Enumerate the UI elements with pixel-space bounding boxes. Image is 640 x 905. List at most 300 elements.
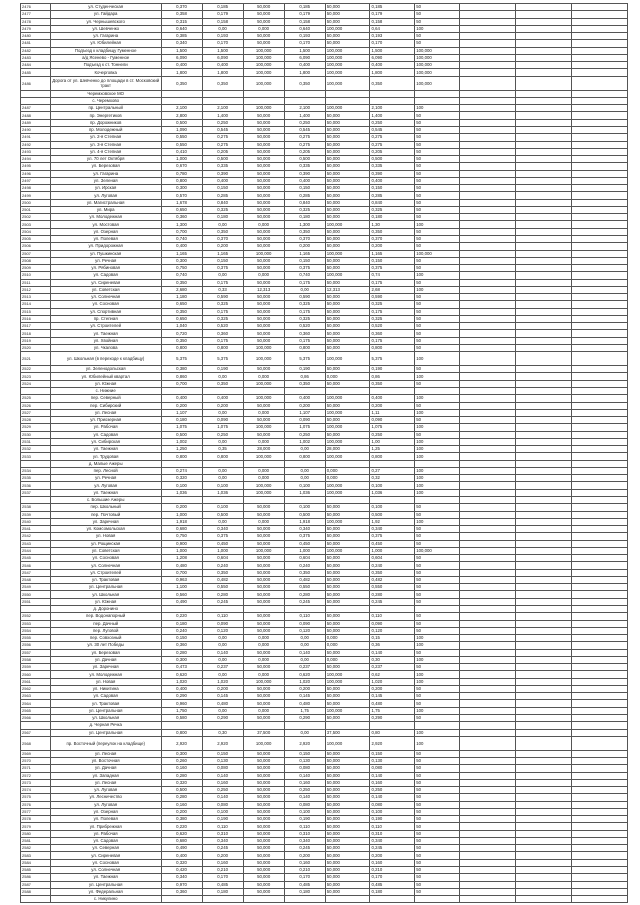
table-cell: 1,800 bbox=[370, 69, 415, 76]
table-cell: 50,000 bbox=[243, 141, 284, 148]
table-row bbox=[21, 366, 628, 373]
empty-cell bbox=[515, 504, 571, 511]
table-cell: пр. Дорожников bbox=[50, 119, 161, 126]
table-cell: ул. Сосновая bbox=[50, 301, 161, 308]
table-row bbox=[21, 352, 628, 366]
table-cell: 50 bbox=[415, 750, 460, 757]
empty-cell bbox=[515, 446, 571, 453]
table-cell: 0,200 bbox=[284, 685, 325, 692]
table-cell: а/д Ясенево - Гуменное bbox=[50, 54, 161, 61]
table-cell: 50,000 bbox=[243, 366, 284, 373]
empty-cell bbox=[515, 380, 571, 387]
table-cell: 50 bbox=[415, 185, 460, 192]
empty-cell bbox=[460, 605, 516, 612]
table-row bbox=[21, 482, 628, 489]
empty-cell bbox=[571, 642, 627, 649]
table-row bbox=[21, 170, 628, 177]
table-cell: 0,390 bbox=[202, 170, 243, 177]
table-cell bbox=[202, 497, 243, 504]
table-cell: 0,000 bbox=[325, 656, 370, 663]
table-cell: 100,000 bbox=[243, 54, 284, 61]
empty-cell bbox=[460, 859, 516, 866]
table-cell: ул. Полевая bbox=[50, 816, 161, 823]
empty-cell bbox=[460, 562, 516, 569]
table-cell: 2559 bbox=[21, 664, 51, 671]
table-cell: 0,158 bbox=[370, 18, 415, 25]
table-cell: 0,300 bbox=[161, 656, 202, 663]
table-cell: 0,000 bbox=[243, 467, 284, 474]
table-cell: 0,35 bbox=[202, 446, 243, 453]
table-cell: 2497 bbox=[21, 177, 51, 184]
table-cell: 100,000 bbox=[325, 438, 370, 445]
table-cell: 0,840 bbox=[370, 199, 415, 206]
table-cell: 50,000 bbox=[243, 177, 284, 184]
empty-cell bbox=[460, 489, 516, 496]
table-cell: пр. Степная bbox=[50, 315, 161, 322]
empty-cell bbox=[460, 105, 516, 112]
table-cell bbox=[243, 388, 284, 395]
table-cell: ул. Гайдара bbox=[50, 11, 161, 18]
empty-cell bbox=[515, 177, 571, 184]
table-cell: ул. Прибрежная bbox=[50, 823, 161, 830]
empty-cell bbox=[460, 170, 516, 177]
table-cell: 50,000 bbox=[325, 801, 370, 808]
table-cell: 100 bbox=[415, 671, 460, 678]
table-row bbox=[21, 620, 628, 627]
table-cell: 50,000 bbox=[243, 279, 284, 286]
table-cell: 0,100 bbox=[284, 808, 325, 815]
table-cell: 2494 bbox=[21, 156, 51, 163]
empty-cell bbox=[571, 366, 627, 373]
empty-cell bbox=[460, 388, 516, 395]
empty-cell bbox=[571, 685, 627, 692]
table-row bbox=[21, 199, 628, 206]
empty-cell bbox=[515, 750, 571, 757]
empty-cell bbox=[571, 460, 627, 467]
table-cell: 100,000 bbox=[415, 47, 460, 54]
empty-cell bbox=[460, 112, 516, 119]
table-cell: 0,110 bbox=[202, 613, 243, 620]
table-cell: 50,000 bbox=[325, 664, 370, 671]
table-cell: 50,000 bbox=[243, 119, 284, 126]
table-cell: пр. Центральный bbox=[50, 105, 161, 112]
table-cell: 2531 bbox=[21, 438, 51, 445]
empty-cell bbox=[460, 693, 516, 700]
table-cell: 0,00 bbox=[202, 475, 243, 482]
table-row bbox=[21, 18, 628, 25]
table-cell: 100 bbox=[415, 489, 460, 496]
table-cell: 0,520 bbox=[284, 323, 325, 330]
table-cell: 2485 bbox=[21, 69, 51, 76]
empty-cell bbox=[460, 547, 516, 554]
empty-cell bbox=[460, 344, 516, 351]
table-row bbox=[21, 685, 628, 692]
table-cell: 0,237 bbox=[370, 664, 415, 671]
table-cell: 0,800 bbox=[161, 177, 202, 184]
empty-cell bbox=[460, 47, 516, 54]
table-cell: 0,380 bbox=[161, 816, 202, 823]
table-cell: 2535 bbox=[21, 475, 51, 482]
table-row bbox=[21, 823, 628, 830]
table-cell: 37,500 bbox=[325, 729, 370, 736]
table-row bbox=[21, 279, 628, 286]
table-cell: 0,150 bbox=[202, 185, 243, 192]
table-cell: 50 bbox=[415, 126, 460, 133]
table-cell: 0,275 bbox=[370, 141, 415, 148]
table-cell: 0,325 bbox=[284, 206, 325, 213]
table-cell: 2527 bbox=[21, 409, 51, 416]
table-cell: 100 bbox=[415, 25, 460, 32]
table-cell: 0,250 bbox=[284, 431, 325, 438]
table-cell: 100,000 bbox=[243, 47, 284, 54]
table-cell: 2563 bbox=[21, 693, 51, 700]
table-cell: 1,165 bbox=[161, 250, 202, 257]
table-cell: 0,800 bbox=[161, 344, 202, 351]
empty-cell bbox=[571, 156, 627, 163]
table-cell: 0,520 bbox=[202, 323, 243, 330]
table-cell: 50,000 bbox=[243, 576, 284, 583]
table-cell: ул. Заречная bbox=[50, 518, 161, 525]
table-cell: 6,090 bbox=[370, 54, 415, 61]
empty-cell bbox=[571, 758, 627, 765]
table-cell: 2548 bbox=[21, 576, 51, 583]
table-cell: 0,150 bbox=[202, 257, 243, 264]
empty-cell bbox=[515, 97, 571, 104]
table-row bbox=[21, 874, 628, 881]
empty-cell bbox=[515, 308, 571, 315]
empty-cell bbox=[515, 736, 571, 750]
table-cell: 2511 bbox=[21, 279, 51, 286]
empty-cell bbox=[571, 859, 627, 866]
table-cell: 50,000 bbox=[243, 206, 284, 213]
empty-cell bbox=[515, 294, 571, 301]
table-cell: 50 bbox=[415, 801, 460, 808]
table-cell: 2,68 bbox=[370, 286, 415, 293]
table-cell: 2571 bbox=[21, 765, 51, 772]
table-row bbox=[21, 47, 628, 54]
table-cell: 0,370 bbox=[161, 4, 202, 11]
empty-cell bbox=[571, 874, 627, 881]
empty-cell bbox=[460, 265, 516, 272]
empty-cell bbox=[515, 569, 571, 576]
table-cell: 0,150 bbox=[370, 185, 415, 192]
table-cell: 0,473 bbox=[161, 664, 202, 671]
table-cell: 50,000 bbox=[243, 830, 284, 837]
table-cell: 0,15 bbox=[370, 635, 415, 642]
table-cell bbox=[21, 388, 51, 395]
table-cell: 0,100 bbox=[202, 504, 243, 511]
table-cell: 0,00 bbox=[284, 729, 325, 736]
table-cell: 0,325 bbox=[284, 301, 325, 308]
table-cell: 50,000 bbox=[325, 685, 370, 692]
table-cell: 50 bbox=[415, 613, 460, 620]
table-row bbox=[21, 221, 628, 228]
empty-cell bbox=[515, 896, 571, 903]
table-cell: 50,000 bbox=[325, 576, 370, 583]
empty-cell bbox=[515, 402, 571, 409]
empty-cell bbox=[571, 344, 627, 351]
table-cell: 100,000 bbox=[325, 518, 370, 525]
table-cell: 0,485 bbox=[284, 881, 325, 888]
table-cell: 0,160 bbox=[161, 801, 202, 808]
empty-cell bbox=[571, 286, 627, 293]
empty-cell bbox=[460, 584, 516, 591]
section-row bbox=[21, 388, 628, 395]
table-row bbox=[21, 649, 628, 656]
empty-cell bbox=[515, 221, 571, 228]
table-cell: 0,400 bbox=[161, 62, 202, 69]
table-row bbox=[21, 380, 628, 387]
table-cell: 0,325 bbox=[284, 315, 325, 322]
table-cell: 50 bbox=[415, 323, 460, 330]
table-row bbox=[21, 547, 628, 554]
table-cell: ул. Южная bbox=[50, 598, 161, 605]
empty-cell bbox=[515, 845, 571, 852]
table-cell: 50 bbox=[415, 344, 460, 351]
table-row bbox=[21, 148, 628, 155]
table-cell: 0,200 bbox=[202, 243, 243, 250]
table-cell: ул. Садовая bbox=[50, 837, 161, 844]
table-cell: 50,000 bbox=[325, 243, 370, 250]
empty-cell bbox=[460, 446, 516, 453]
table-cell: 50 bbox=[415, 163, 460, 170]
empty-cell bbox=[571, 206, 627, 213]
table-cell: 2539 bbox=[21, 511, 51, 518]
empty-cell bbox=[515, 779, 571, 786]
empty-cell bbox=[515, 540, 571, 547]
table-cell: 100 bbox=[415, 482, 460, 489]
empty-cell bbox=[460, 787, 516, 794]
table-row bbox=[21, 424, 628, 431]
empty-cell bbox=[515, 214, 571, 221]
table-cell: 100,000 bbox=[243, 105, 284, 112]
table-cell: 100 bbox=[415, 736, 460, 750]
empty-cell bbox=[571, 185, 627, 192]
empty-cell bbox=[571, 533, 627, 540]
table-cell: 0,800 bbox=[284, 344, 325, 351]
table-cell: 50 bbox=[415, 265, 460, 272]
table-cell: 50,000 bbox=[243, 315, 284, 322]
table-cell: 0,00 bbox=[202, 438, 243, 445]
table-cell: 50,000 bbox=[243, 126, 284, 133]
table-cell: 100,000 bbox=[243, 453, 284, 460]
table-cell: 0,175 bbox=[284, 279, 325, 286]
table-cell: 0,160 bbox=[284, 779, 325, 786]
table-cell: 50,000 bbox=[325, 112, 370, 119]
table-cell: 50,000 bbox=[243, 112, 284, 119]
table-cell: 50,000 bbox=[243, 18, 284, 25]
table-cell: 0,240 bbox=[284, 562, 325, 569]
table-cell: 50 bbox=[415, 235, 460, 242]
table-cell: 2496 bbox=[21, 170, 51, 177]
empty-cell bbox=[460, 40, 516, 47]
table-cell: 50,000 bbox=[243, 431, 284, 438]
table-cell: 50 bbox=[415, 693, 460, 700]
table-cell bbox=[21, 896, 51, 903]
table-cell: 100,000 bbox=[243, 62, 284, 69]
table-cell: 2501 bbox=[21, 206, 51, 213]
table-cell: 0,200 bbox=[284, 243, 325, 250]
empty-cell bbox=[515, 228, 571, 235]
table-cell: 0,080 bbox=[202, 801, 243, 808]
table-cell: 50 bbox=[415, 18, 460, 25]
table-cell: 0,963 bbox=[161, 576, 202, 583]
table-cell: 50 bbox=[415, 148, 460, 155]
table-cell: 2479 bbox=[21, 25, 51, 32]
table-cell: 0,170 bbox=[370, 40, 415, 47]
empty-cell bbox=[571, 779, 627, 786]
table-cell: с. Большие Ажеры bbox=[50, 497, 161, 504]
table-cell: 2487 bbox=[21, 105, 51, 112]
table-cell: ул. Сибирская bbox=[50, 438, 161, 445]
table-cell: 0,390 bbox=[370, 170, 415, 177]
table-cell: 50,000 bbox=[325, 591, 370, 598]
table-cell: 1,036 bbox=[202, 489, 243, 496]
empty-cell bbox=[571, 438, 627, 445]
table-cell: 0,240 bbox=[161, 627, 202, 634]
table-cell: 0,000 bbox=[243, 642, 284, 649]
empty-cell bbox=[460, 141, 516, 148]
empty-cell bbox=[460, 765, 516, 772]
table-cell: 50 bbox=[415, 584, 460, 591]
table-cell: 0,250 bbox=[284, 119, 325, 126]
table-cell: 0,000 bbox=[243, 475, 284, 482]
table-cell: 2476 bbox=[21, 4, 51, 11]
table-cell: 0,250 bbox=[370, 119, 415, 126]
table-cell: 50,000 bbox=[325, 511, 370, 518]
table-cell: 0,140 bbox=[370, 649, 415, 656]
table-cell: 50,000 bbox=[243, 323, 284, 330]
table-cell: 0,500 bbox=[202, 156, 243, 163]
table-cell: 0,500 bbox=[370, 511, 415, 518]
table-cell: 0,650 bbox=[161, 206, 202, 213]
table-cell: пер. Совхозный bbox=[50, 635, 161, 642]
empty-cell bbox=[515, 112, 571, 119]
table-cell: ул. Строителей bbox=[50, 323, 161, 330]
table-cell: 50,000 bbox=[243, 228, 284, 235]
table-row bbox=[21, 729, 628, 736]
table-cell: 2504 bbox=[21, 228, 51, 235]
table-cell: 0,180 bbox=[370, 888, 415, 895]
table-cell: 0,420 bbox=[161, 867, 202, 874]
empty-cell bbox=[460, 852, 516, 859]
table-cell: 5,375 bbox=[284, 352, 325, 366]
empty-cell bbox=[515, 888, 571, 895]
table-cell: 1,036 bbox=[161, 489, 202, 496]
table-cell bbox=[21, 90, 51, 97]
table-cell: 0,485 bbox=[370, 881, 415, 888]
table-cell: 0,740 bbox=[161, 272, 202, 279]
table-row bbox=[21, 69, 628, 76]
empty-cell bbox=[515, 482, 571, 489]
table-cell: 0,205 bbox=[284, 148, 325, 155]
table-cell: 0,590 bbox=[284, 294, 325, 301]
table-row bbox=[21, 642, 628, 649]
table-cell: 0,390 bbox=[284, 170, 325, 177]
empty-cell bbox=[571, 794, 627, 801]
table-cell: 50,000 bbox=[325, 18, 370, 25]
table-cell: 0,350 bbox=[370, 76, 415, 90]
table-cell: 2525 bbox=[21, 395, 51, 402]
table-cell: 1,500 bbox=[370, 47, 415, 54]
table-cell: 50,000 bbox=[325, 170, 370, 177]
table-cell: 0,00 bbox=[202, 467, 243, 474]
empty-cell bbox=[571, 808, 627, 815]
empty-cell bbox=[515, 787, 571, 794]
table-cell: ул. Зеленодольская bbox=[50, 366, 161, 373]
table-cell: 0,320 bbox=[161, 859, 202, 866]
empty-cell bbox=[515, 417, 571, 424]
table-cell: ул. Центральная bbox=[50, 707, 161, 714]
table-cell: 50,000 bbox=[325, 402, 370, 409]
table-cell: 0,145 bbox=[202, 693, 243, 700]
table-cell: 0,560 bbox=[161, 591, 202, 598]
table-cell: 2549 bbox=[21, 584, 51, 591]
empty-cell bbox=[460, 867, 516, 874]
table-cell: 2576 bbox=[21, 801, 51, 808]
table-cell: 50,000 bbox=[243, 235, 284, 242]
empty-cell bbox=[571, 163, 627, 170]
table-cell: 50,000 bbox=[243, 627, 284, 634]
table-cell: 2587 bbox=[21, 881, 51, 888]
table-cell: 50 bbox=[415, 808, 460, 815]
table-cell: 2560 bbox=[21, 671, 51, 678]
empty-cell bbox=[571, 823, 627, 830]
table-cell: 0,360 bbox=[370, 330, 415, 337]
empty-cell bbox=[460, 337, 516, 344]
empty-cell bbox=[571, 409, 627, 416]
table-cell: 2570 bbox=[21, 758, 51, 765]
empty-cell bbox=[515, 460, 571, 467]
table-cell bbox=[325, 97, 370, 104]
table-cell: 0,620 bbox=[161, 671, 202, 678]
table-cell: 0,000 bbox=[243, 518, 284, 525]
empty-cell bbox=[515, 18, 571, 25]
empty-cell bbox=[515, 591, 571, 598]
table-cell: 0,00 bbox=[284, 475, 325, 482]
table-cell: 0,970 bbox=[161, 881, 202, 888]
empty-cell bbox=[571, 119, 627, 126]
table-cell: 0,180 bbox=[161, 620, 202, 627]
table-cell: 0,00 bbox=[284, 286, 325, 293]
empty-cell bbox=[460, 627, 516, 634]
table-cell: 0,545 bbox=[202, 126, 243, 133]
table-cell: 0,620 bbox=[284, 671, 325, 678]
table-cell: 0,130 bbox=[370, 758, 415, 765]
table-cell: 0,170 bbox=[202, 40, 243, 47]
table-cell: 37,500 bbox=[243, 729, 284, 736]
table-cell: 100,000 bbox=[243, 736, 284, 750]
table-row bbox=[21, 467, 628, 474]
table-row bbox=[21, 323, 628, 330]
empty-cell bbox=[515, 562, 571, 569]
table-cell: 2,100 bbox=[370, 105, 415, 112]
empty-cell bbox=[571, 555, 627, 562]
table-cell: 0,400 bbox=[161, 395, 202, 402]
empty-cell bbox=[460, 257, 516, 264]
table-cell: ул. Сиреневая bbox=[50, 852, 161, 859]
empty-cell bbox=[515, 714, 571, 721]
table-row bbox=[21, 330, 628, 337]
table-cell: 100 bbox=[415, 467, 460, 474]
empty-cell bbox=[460, 199, 516, 206]
table-cell: 100,000 bbox=[325, 76, 370, 90]
empty-cell bbox=[515, 163, 571, 170]
table-cell: 100,000 bbox=[415, 62, 460, 69]
table-cell: 0,110 bbox=[370, 823, 415, 830]
table-cell: 100,000 bbox=[325, 47, 370, 54]
table-cell: 50,000 bbox=[243, 859, 284, 866]
